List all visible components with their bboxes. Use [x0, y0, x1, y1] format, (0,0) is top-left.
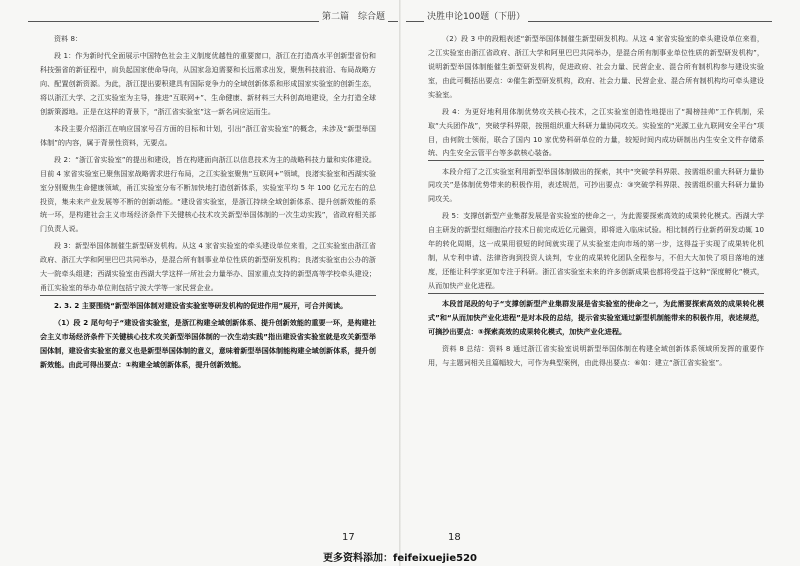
page-number-right: 18: [448, 532, 461, 543]
paragraph: 段 5：支撑创新型产业集群发展是省实验室的使命之一，为此需要探索高效的成果转化模式。西湖大学自主研发的新型红细胞治疗技术日前完成近亿元融资，即将进入临床试验。相比制药行业新药研发动辄 10 年的转化周期，这一成果用很短的时间就实现了从实验室走向市场的第一步，这得益于实现了成果转化机制，从专利申请、法律咨询到投资人谈判，专业的成果转化团队全程参与，不但大大加快了项目落地的速度，还能让科学家更加专注于科研。浙江省实验室未来的许多创新成果也都将受益于这种“深度孵化”模式，从而加快产业化进程。: [428, 209, 764, 293]
running-header: [28, 10, 772, 24]
header-left-rule: [28, 10, 398, 22]
paragraph: 段 2：“浙江省实验室”的提出和建设，旨在构建面向浙江以信息技术为主的战略科技力量和实体建设。目前 4 家省实验室已聚焦国家战略需求进行布局，之江实验室聚焦“互联网+”领域，良渚实验室和西湖实验室分别聚焦生命健康领域，甬江实验室分布不断加快地打造创新体系，实验室平均 5 年 100 亿元左右的总投资，集未来产业发展等不断的创新动能。“建设省实验室，是浙江持续全域创新体系、提升创新效能的系统一环，是构建社会主义市场经济条件下关键核心技术攻关新型举国体制的一次生动实践”，省政府相关部门负责人说。: [40, 154, 376, 234]
left-page-body: [40, 32, 376, 375]
right-page-body: [428, 32, 764, 373]
paragraph: 2. 3. 2 主要围绕“新型举国体制对建设省实验室等研发机构的促进作用”展开，可合并阅读。: [54, 301, 348, 311]
page-number-left: 17: [342, 532, 355, 543]
paragraph: 本段主要介绍浙江在响应国家号召方面的目标和计划，引出“浙江省实验室”的概念，未涉及“新型举国体制”的内容，属于背景性资料，无要点。: [40, 123, 376, 147]
paragraph: 本段首尾段的句子“支撑创新型产业集群发展是省实验室的使命之一，为此需要探索高效的成果转化模式”和“从而加快产业化进程”是对本段的总结，提示省实验室通过新型机制能带来的积极作用，表述规范，可摘抄出要点：⑤探索高效的成果转化模式，加快产业化进程。: [428, 299, 764, 336]
paragraph: 段 1：作为新时代全面展示中国特色社会主义制度优越性的重要窗口，浙江在打造高水平创新型省份和科技强省的新征程中，肩负起国家使命导向，从国家急迫需要和长远需求出发，聚焦科技前沿、布局战略方向、配置创新资源。为此，浙江提出要积建具有国际竞争力的全域创新体系和形成国家实验室的创新生态，将以浙江大学、之江实验室为主导，推进“互联网+”、生命健康、新材料三大科创高地建设，全力打造全球创新策源地。正是在这样的背景下，“浙江省实验室”这一新名词应运而生。: [40, 51, 376, 116]
paragraph: （2）段 3 中的段粗表述“新型举国体制催生新型研发机构。从这 4 家省实验室的牵头建设单位来看，之江实验室由浙江省政府、浙江大学和阿里巴巴共同举办，是混合所有制事业单位性质的新型研发机构”，说明新型举国体制能催生新型研发机构，促进政府、社会力量、民营企业、混合所有制机构参与建设实验室，由此可概括出要点：②催生新型研发机构，政府、社会力量、民营企业、混合所有制机构均可牵头建设实验室。: [428, 34, 764, 99]
header-right-rule: [406, 10, 772, 22]
paragraph: （1）段 2 尾句句子“建设省实验室，是浙江构建全域创新体系、提升创新效能的重要一环，是构建社会主义市场经济条件下关键核心技术攻关新型举国体制的一次生动实践”指出建设省实验室就是攻关新型举国体制，建设省实验室的意义也是新型举国体制的意义，意味着新型举国体制能构建全域创新体系，提升创新效能。由此可得出要点：①构建全域创新体系，提升创新效能。: [40, 318, 376, 370]
footer-contact-note: 更多资料添加：feifeixuejie520: [323, 553, 477, 564]
paragraph: 资料 8：: [54, 34, 83, 43]
header-left-title: 第二篇 综合题: [319, 9, 388, 22]
header-right-title: 决胜申论100题（下册）: [424, 9, 528, 22]
book-gutter: [399, 0, 401, 566]
paragraph: 本段介绍了之江实验室利用新型举国体制做出的探索，其中“突破学科界限、按需组织重大科研力量协同攻关”是体制优势带来的积极作用，表述规范，可抄出要点：③突破学科界限、按需组织重大科研力量协同攻关。: [428, 166, 764, 204]
paragraph: 段 4：为更好地利用体制优势攻关核心技术，之江实验室创造性地提出了“揭榜挂帅”工作机制，采取“大兵团作战”，突破学科界限，按照组织重大科研力量协同攻关。实验室的“光源工业九联网安全平台”项目，由何院士领衔，联合了国内 10 家优势科研单位的力量，较短时间内成功研制出内生安全文件存储系统、内生安全云管平台等多款核心装备。: [428, 105, 764, 162]
paragraph: 段 3：新型举国体制催生新型研发机构。从这 4 家省实验室的牵头建设单位来看，之江实验室由浙江省政府、浙江大学和阿里巴巴共同举办，是混合所有制事业单位性质的新型研发机构；良渚实验室由公办的浙大一院牵头组建；西湖实验室由西湖大学这样一所社会力量举办、国家重点支持的新型高等学校牵头建设；甬江实验室的举办单位则包括宁波大学等一家民营企业。: [40, 239, 376, 296]
paragraph: 资料 8 总结：资料 8 通过浙江省实验室说明新型举国体制在构建全域创新体系领域所发挥的重要作用，与主题词相关且篇幅较大，可作为典型案例，由此得出要点：⑥如：建立“浙江省实验室”。: [428, 343, 764, 367]
